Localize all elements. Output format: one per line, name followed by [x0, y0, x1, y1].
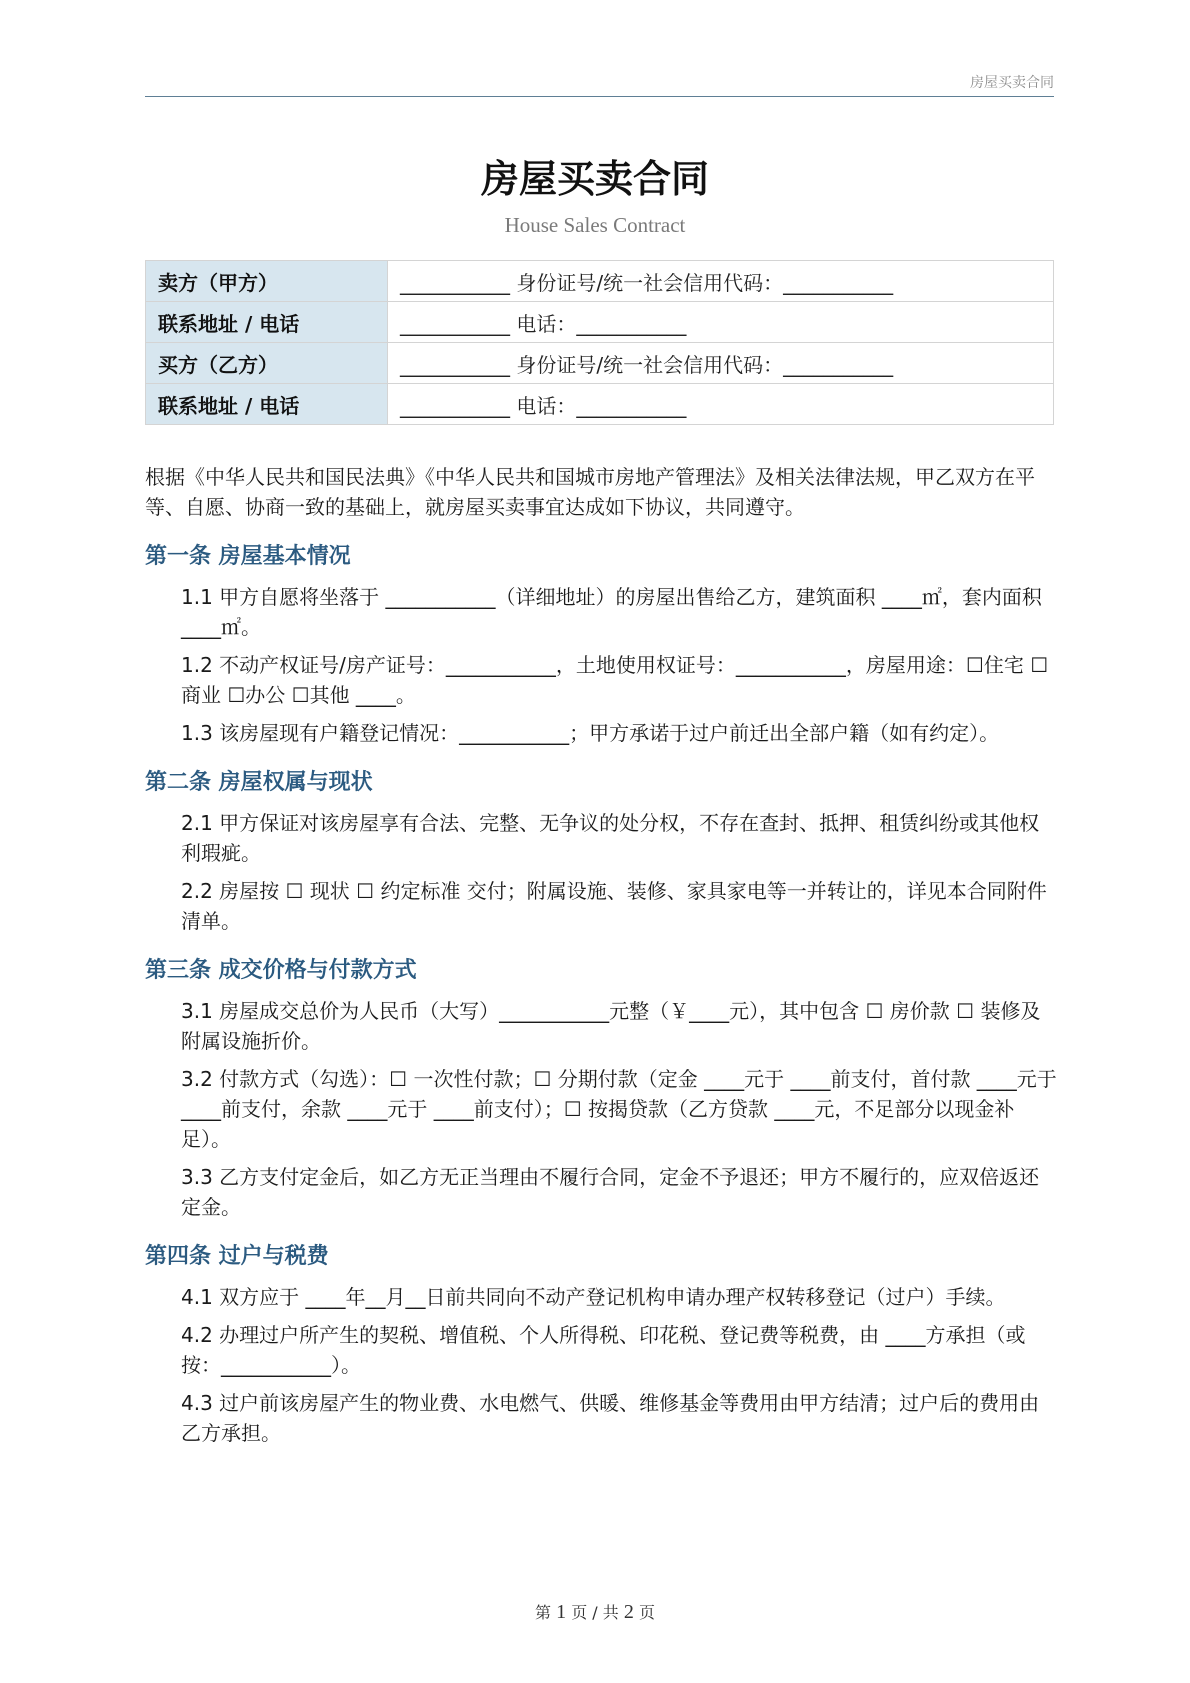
footer-suffix: 页: [638, 1603, 655, 1622]
clause: 2.1 甲方保证对该房屋享有合法、完整、无争议的处分权，不存在查封、抵押、租赁纠纷或其他权利瑕疵。: [181, 811, 1040, 865]
clause: 3.3 乙方支付定金后，如乙方无正当理由不履行合同，定金不予退还；甲方不履行的，应双倍返还定金。: [181, 1165, 1040, 1219]
clause: 4.3 过户前该房屋产生的物业费、水电燃气、供暖、维修基金等费用由甲方结清；过户后的费用由乙方承担。: [181, 1391, 1040, 1445]
table-row: [146, 261, 1054, 302]
page-header: [145, 70, 1054, 97]
clause: 2.2 房屋按 ☐ 现状 ☐ 约定标准 交付；附属设施、装修、家具家电等一并转让的，详见本合同附件清单。: [181, 879, 1047, 933]
clause: 4.1 双方应于 ____年__月__日前共同向不动产登记机构申请办理产权转移登记（过户）手续。: [181, 1285, 1006, 1309]
clause: 1.2 不动产权证号/房产证号：___________，土地使用权证号：___________，房屋用途：☐住宅 ☐商业 ☐办公 ☐其他 ____。: [181, 653, 1049, 707]
running-title: 房屋买卖合同: [970, 75, 1054, 91]
section-title: 第二条 房屋权属与现状: [145, 770, 373, 795]
party-value: ___________ 电话：___________: [388, 384, 1054, 425]
clause: 1.3 该房屋现有户籍登记情况：___________；甲方承诺于过户前迁出全部户籍（如有约定）。: [181, 721, 1000, 745]
party-value: ___________ 电话：___________: [388, 302, 1054, 343]
contract-body: [145, 462, 1057, 1456]
document-subtitle: House Sales Contract: [504, 213, 686, 237]
page-footer: [0, 1600, 1190, 1624]
footer-middle: 页 / 共: [571, 1603, 619, 1622]
table-row: [146, 343, 1054, 384]
parties-table: [145, 260, 1054, 425]
table-row: [146, 302, 1054, 343]
document-title: 房屋买卖合同: [480, 157, 709, 201]
footer-prefix: 第: [535, 1603, 552, 1622]
clause: 4.2 办理过户所产生的契税、增值税、个人所得税、印花税、登记费等税费，由 ____方承担（或按：___________）。: [181, 1323, 1026, 1377]
total-pages: 2: [623, 1601, 634, 1623]
clause: 3.2 付款方式（勾选）：☐ 一次性付款；☐ 分期付款（定金 ____元于 ____前支付，首付款 ____元于 ____前支付，余款 ____元于 ____前支付）；☐ 按揭贷款（乙方贷款 ____元，不足部分以现金补足）。: [181, 1067, 1057, 1151]
page-number: 1: [556, 1601, 567, 1623]
section-title: 第四条 过户与税费: [145, 1244, 329, 1269]
intro-paragraph: 根据《中华人民共和国民法典》《中华人民共和国城市房地产管理法》及相关法律法规，甲乙双方在平等、自愿、协商一致的基础上，就房屋买卖事宜达成如下协议，共同遵守。: [145, 465, 1035, 519]
party-label: 卖方（甲方）: [146, 261, 388, 302]
table-row: [146, 384, 1054, 425]
party-value: ___________ 身份证号/统一社会信用代码：___________: [388, 343, 1054, 384]
party-value: ___________ 身份证号/统一社会信用代码：___________: [388, 261, 1054, 302]
party-label: 买方（乙方）: [146, 343, 388, 384]
party-label: 联系地址 / 电话: [146, 302, 388, 343]
section-title: 第三条 成交价格与付款方式: [145, 958, 417, 983]
section-title: 第一条 房屋基本情况: [145, 544, 351, 569]
clause: 1.1 甲方自愿将坐落于 ___________（详细地址）的房屋出售给乙方，建筑面积 ____㎡，套内面积 ____㎡。: [181, 585, 1042, 639]
clause: 3.1 房屋成交总价为人民币（大写）___________元整（￥____元），其中包含 ☐ 房价款 ☐ 装修及附属设施折价。: [181, 999, 1041, 1053]
party-label: 联系地址 / 电话: [146, 384, 388, 425]
